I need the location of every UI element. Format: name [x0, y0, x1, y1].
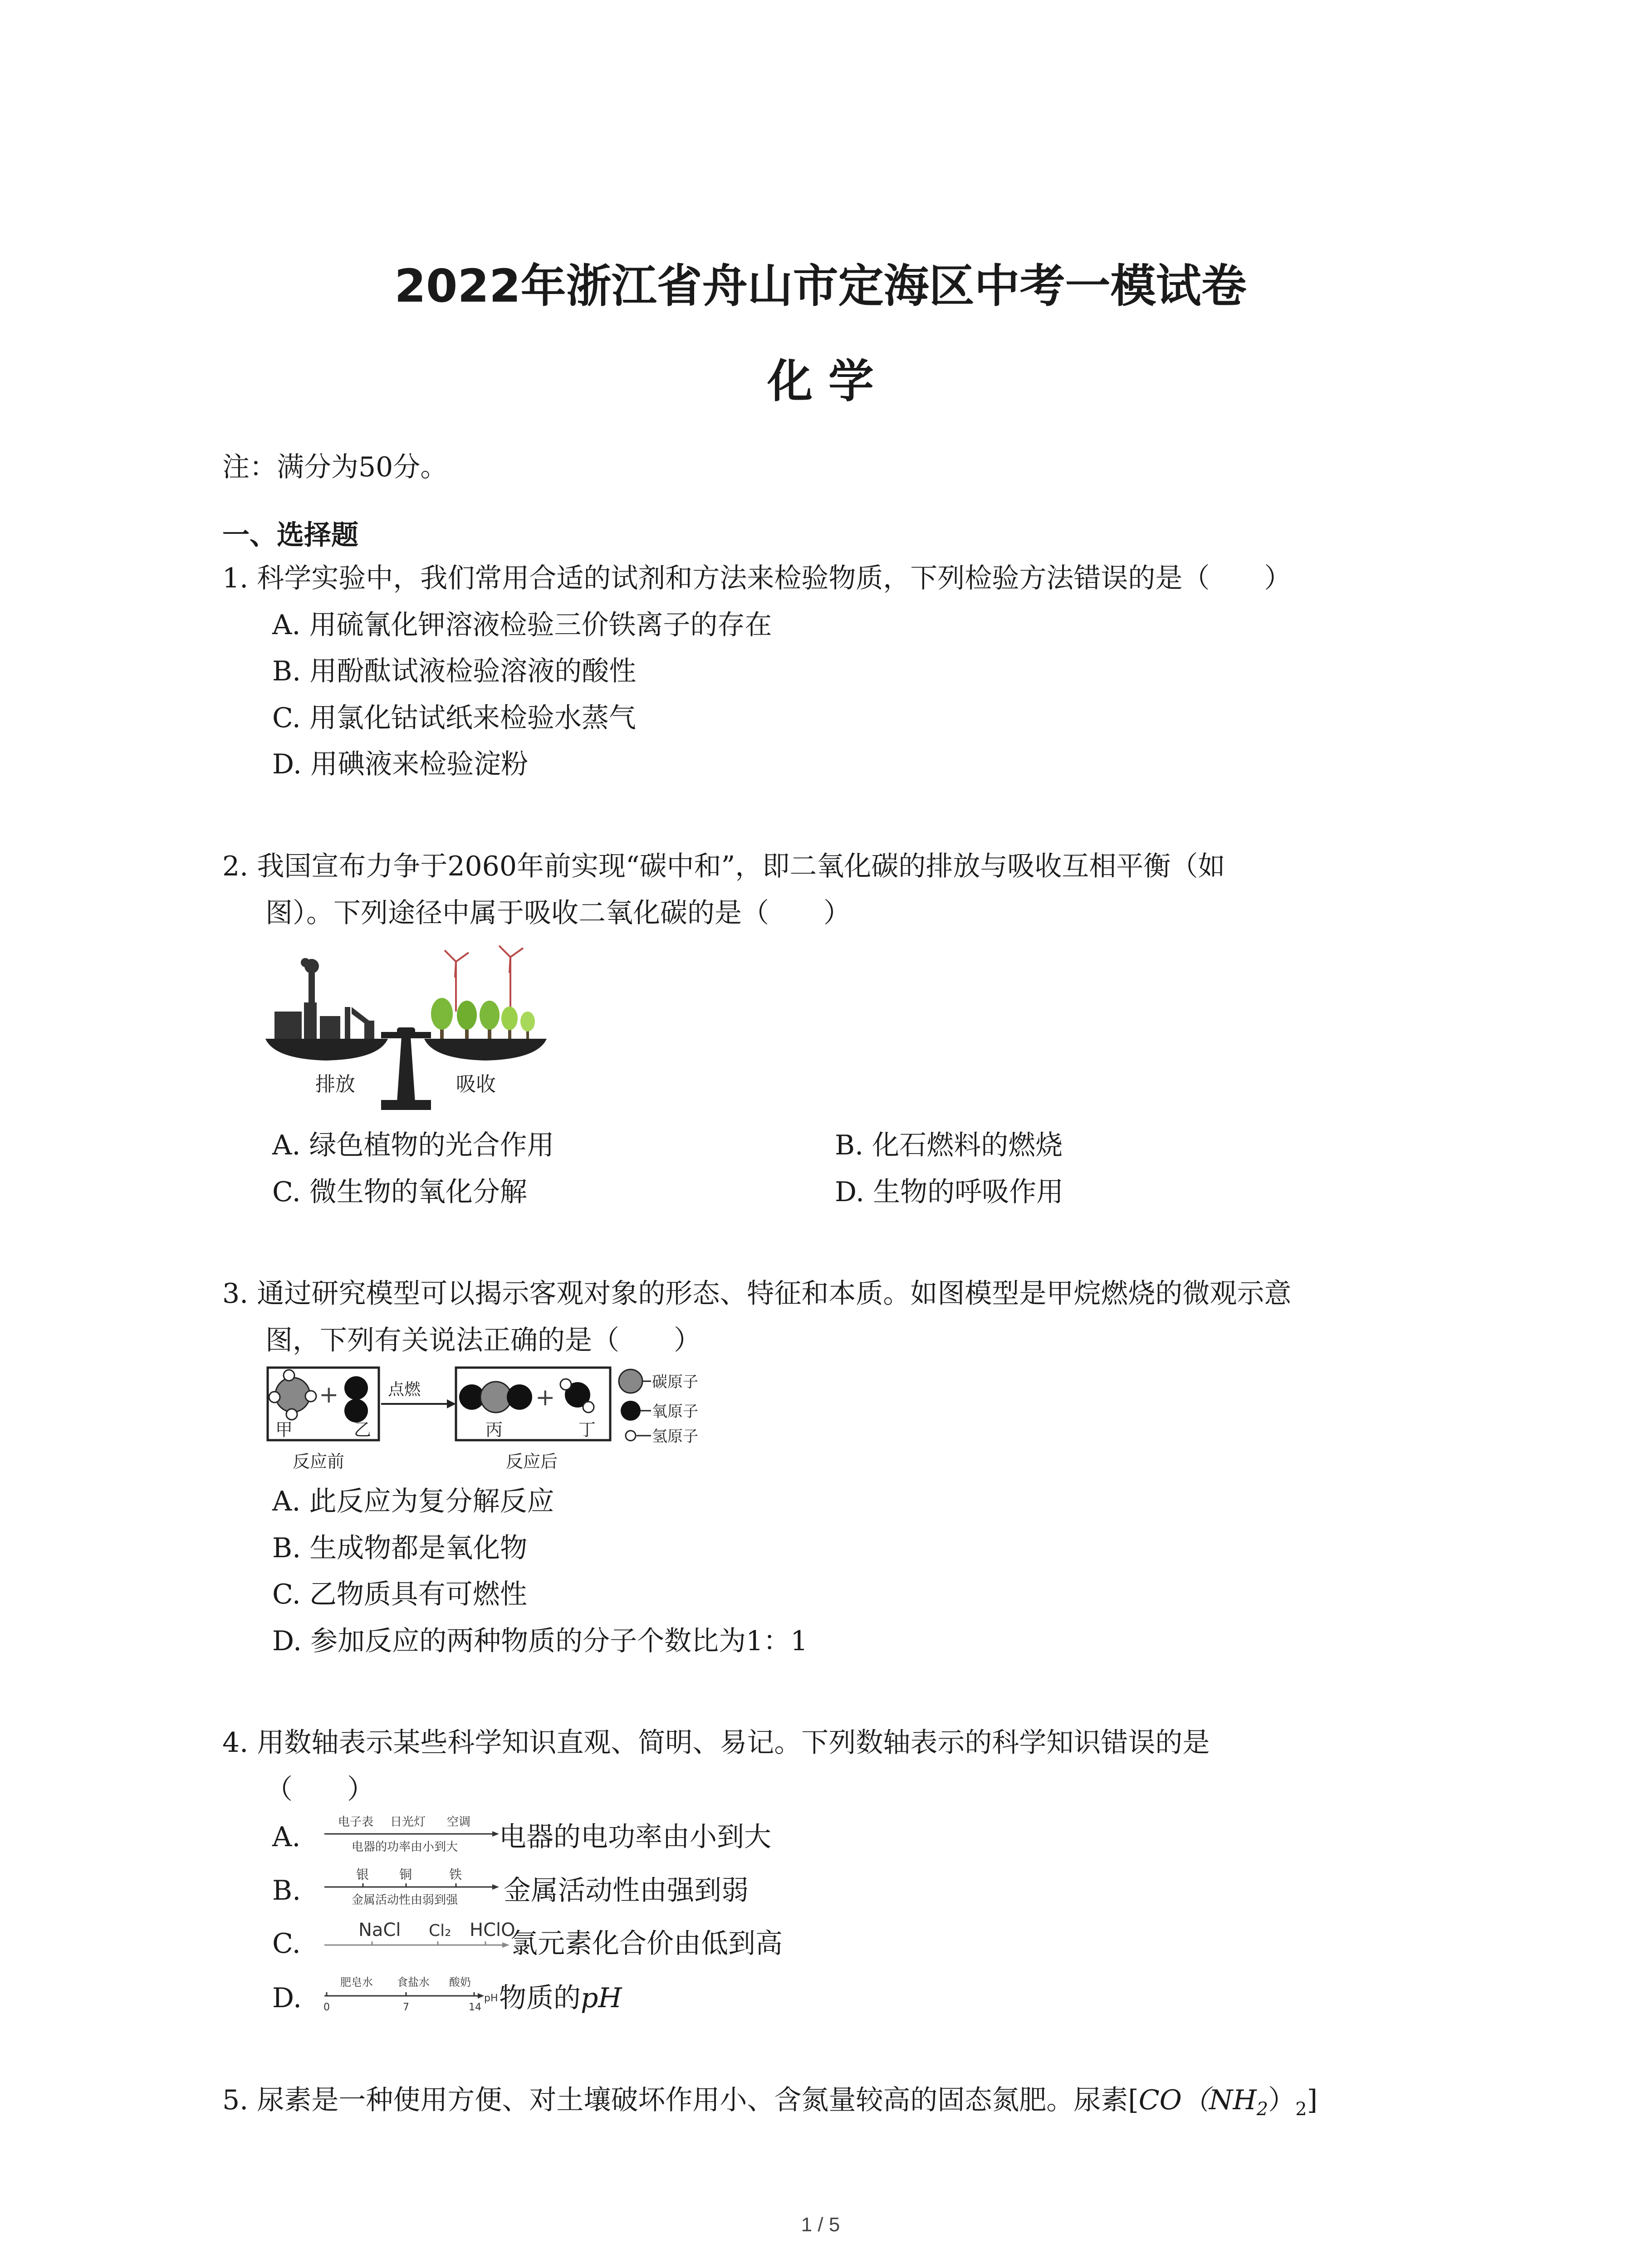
- option-d: D. 参加反应的两种物质的分子个数比为1：1: [272, 1625, 808, 1657]
- axis-item: 肥皂水: [340, 1976, 373, 1989]
- section-heading: 一、选择题: [222, 519, 358, 551]
- option-d-letter: D.: [272, 1982, 302, 2014]
- number-line-c: [320, 1918, 515, 1963]
- question-stem-line2: （ ）: [265, 1774, 374, 1805]
- option-a-letter: A.: [272, 1821, 301, 1853]
- option-c-text: 氯元素化合价由低到高: [510, 1928, 783, 1960]
- axis-item: NaCl: [358, 1920, 401, 1941]
- option-b-letter: B.: [272, 1875, 301, 1906]
- axis-caption: 金属活动性由弱到强: [352, 1893, 458, 1907]
- carbon-dioxide-molecule: [459, 1382, 532, 1413]
- axis-tick: 7: [403, 2002, 409, 2013]
- option-c-letter: C.: [272, 1928, 301, 1960]
- axis-tick: 14: [469, 2002, 481, 2013]
- option-b: B. 化石燃料的燃烧: [835, 1129, 1063, 1161]
- axis-item: 铜: [399, 1867, 412, 1882]
- tree-icon: [431, 998, 535, 1039]
- label-bing: 丙: [485, 1420, 503, 1440]
- score-note: 注：满分为50分。: [222, 451, 448, 483]
- emission-label: 排放: [315, 1073, 355, 1096]
- number-line-a: [320, 1812, 501, 1862]
- option-c: C. 乙物质具有可燃性: [272, 1579, 527, 1610]
- option-a: A. 此反应为复分解反应: [272, 1486, 554, 1517]
- legend-oxygen: 氧原子: [652, 1403, 698, 1421]
- option-d: D. 用碘液来检验淀粉: [272, 748, 529, 780]
- axis-item: Cl₂: [429, 1921, 451, 1940]
- question-stem-line1: 3. 通过研究模型可以揭示客观对象的形态、特征和本质。如图模型是甲烷燃烧的微观示意: [222, 1278, 1292, 1310]
- axis-tick: 0: [323, 2002, 330, 2013]
- ignite-label: 点燃: [388, 1380, 421, 1399]
- label-ding: 丁: [578, 1420, 596, 1440]
- question-stem-line2: 图）。下列途径中属于吸收二氧化碳的是（ ）: [265, 897, 851, 929]
- option-b: B. 用酚酞试液检验溶液的酸性: [272, 655, 637, 687]
- question-stem: 1. 科学实验中，我们常用合适的试剂和方法来检验物质，下列检验方法错误的是（ ）: [222, 562, 1292, 594]
- option-a: A. 绿色植物的光合作用: [272, 1129, 554, 1161]
- axis-unit: pH: [484, 1993, 498, 2004]
- axis-item: 铁: [449, 1867, 462, 1882]
- label-before: 反应前: [293, 1452, 345, 1471]
- legend-hydrogen: 氢原子: [652, 1427, 698, 1446]
- methane-molecule: [269, 1370, 316, 1420]
- option-a-text: 电器的电功率由小到大: [499, 1821, 771, 1853]
- option-a: A. 用硫氰化钾溶液检验三价铁离子的存在: [272, 609, 772, 641]
- label-jia: 甲: [275, 1420, 293, 1440]
- methane-combustion-figure: [265, 1365, 728, 1479]
- question-stem-line2: 图，下列有关说法正确的是（ ）: [265, 1325, 701, 1356]
- label-yi: 乙: [354, 1420, 372, 1440]
- svg-text:+: +: [319, 1381, 339, 1408]
- legend-carbon: 碳原子: [652, 1373, 698, 1391]
- factory-icon: [274, 958, 374, 1039]
- atom-legend: [619, 1369, 698, 1446]
- axis-item: 酸奶: [449, 1976, 471, 1989]
- option-b-text: 金属活动性由强到弱: [504, 1875, 749, 1906]
- number-line-d: [320, 1973, 501, 2023]
- carbon-balance-figure: [265, 939, 547, 1120]
- oxygen-molecule: [344, 1376, 368, 1422]
- axis-item: 食盐水: [397, 1976, 430, 1989]
- absorption-label: 吸收: [456, 1073, 496, 1096]
- label-after: 反应后: [506, 1452, 558, 1471]
- wind-turbine-icon: [445, 946, 523, 1012]
- axis-item: 日光灯: [390, 1815, 426, 1829]
- axis-item: 银: [356, 1867, 369, 1882]
- axis-item: 空调: [447, 1815, 471, 1829]
- water-molecule: [560, 1379, 594, 1413]
- option-d: D. 生物的呼吸作用: [835, 1176, 1064, 1208]
- question-stem-line1: 4. 用数轴表示某些科学知识直观、简明、易记。下列数轴表示的科学知识错误的是: [222, 1727, 1210, 1759]
- axis-item: 电子表: [338, 1815, 374, 1829]
- document-title: 2022年浙江省舟山市定海区中考一模试卷: [394, 259, 1247, 313]
- axis-caption: 电器的功率由小到大: [352, 1840, 458, 1854]
- question-stem-line1: 2. 我国宣布力争于2060年前实现“碳中和”，即二氧化碳的排放与吸收互相平衡（如: [222, 850, 1225, 882]
- option-b: B. 生成物都是氧化物: [272, 1532, 528, 1564]
- option-c: C. 用氯化钴试纸来检验水蒸气: [272, 702, 636, 734]
- option-d-text: 物质的pH: [499, 1982, 622, 2014]
- subject-title: 化 学: [767, 355, 874, 408]
- number-line-b: [320, 1865, 501, 1915]
- option-c: C. 微生物的氧化分解: [272, 1176, 527, 1208]
- axis-item: HClO: [470, 1920, 515, 1941]
- page-number: 1 / 5: [801, 2214, 840, 2236]
- question-5-stem: 5. 尿素是一种使用方便、对土壤破坏作用小、含氮量较高的固态氮肥。尿素$[CO(NH_2)_2]$: [222, 2084, 1318, 2120]
- balance-scale: [265, 1027, 547, 1110]
- svg-text:+: +: [535, 1384, 555, 1411]
